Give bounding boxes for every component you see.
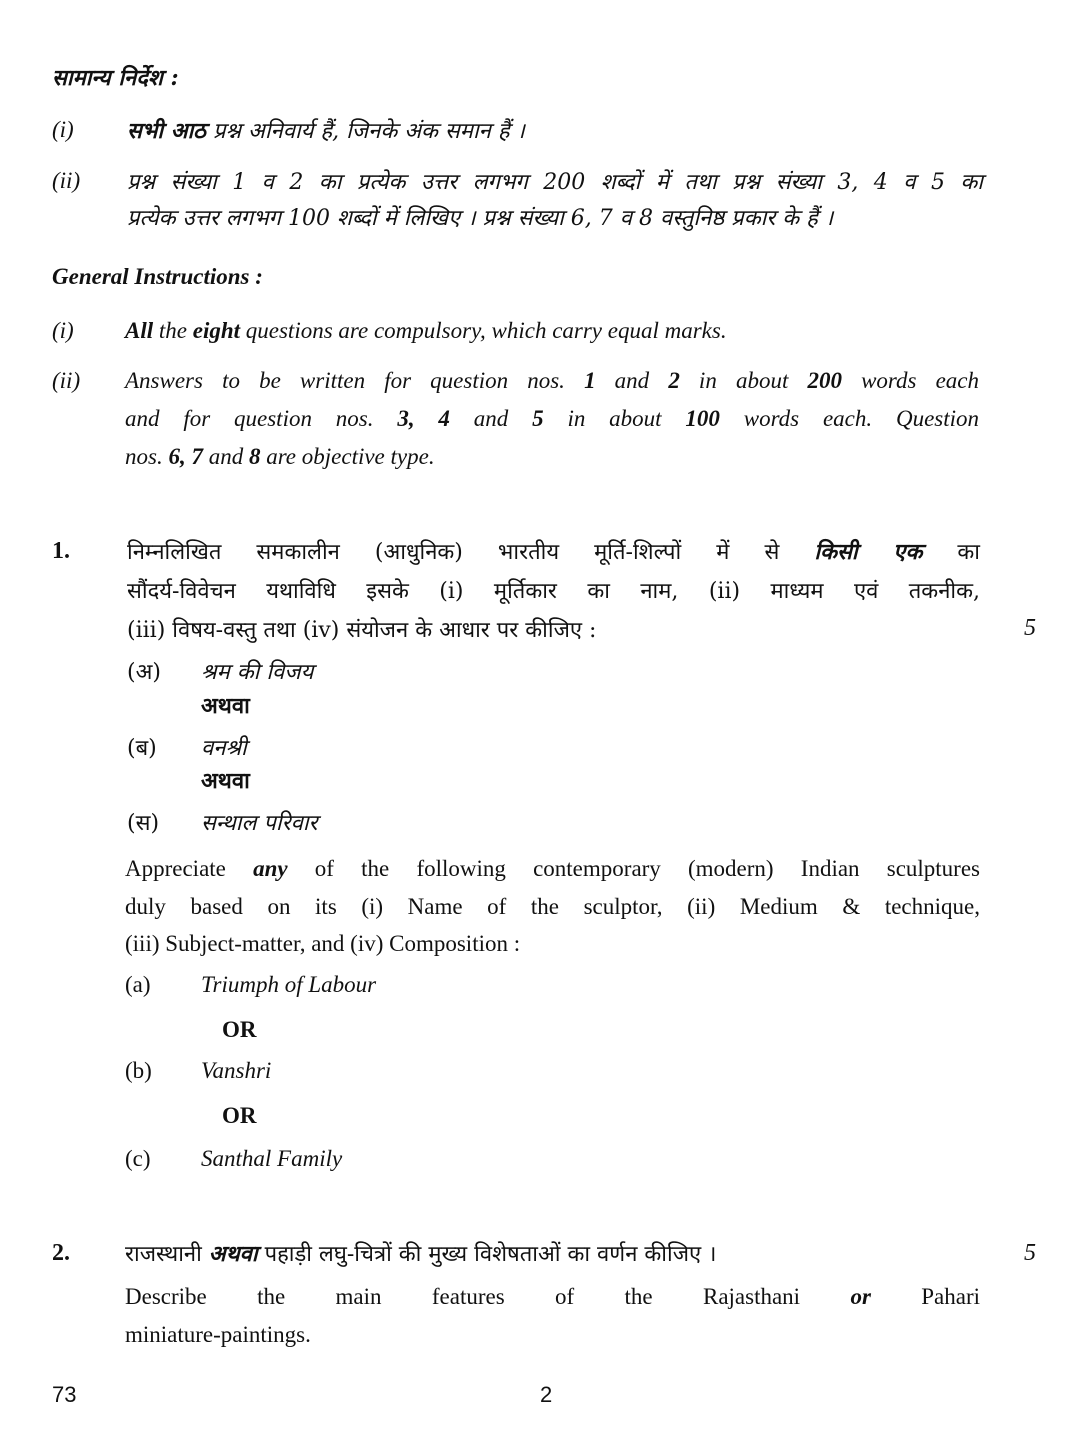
question-1-english-option-text: Triumph of Labour	[201, 972, 377, 997]
t: are objective type.	[260, 444, 435, 469]
t: 200	[807, 368, 842, 393]
question-1-hindi-or: अथवा	[201, 693, 250, 719]
hindi-instruction-ii-line1: प्रश्न संख्या 1 व 2 का प्रत्येक उत्तर लगभग 200 शब्दों में तथा प्रश्न संख्या 3, 4 व 5 का	[127, 170, 983, 195]
question-1-english-option-label: (c)	[125, 1146, 151, 1171]
english-instructions-heading: General Instructions :	[52, 264, 263, 289]
hindi-instruction-i-rest: प्रश्न अनिवार्य हैं, जिनके अंक समान हैं ।	[205, 119, 525, 144]
t: 100	[685, 406, 720, 431]
english-instruction-i-bold-all: All	[125, 318, 154, 343]
t: 8	[248, 444, 261, 469]
t: Answers to be written for question nos.	[125, 368, 585, 393]
hindi-instruction-ii-line2: प्रत्येक उत्तर लगभग 100 शब्दों में लिखिए । प्रश्न संख्या 6, 7 व 8 वस्तुनिष्ठ प्रकार के हैं ।	[127, 206, 834, 231]
question-1-english-option-label: (b)	[125, 1058, 152, 1083]
t: and	[595, 368, 669, 393]
english-instruction-i-text	[125, 318, 727, 344]
t: 5	[532, 406, 544, 431]
english-instruction-ii-line2	[125, 406, 979, 432]
question-1-english-option-text: Vanshri	[201, 1058, 272, 1083]
t: Pahari	[870, 1284, 981, 1309]
hindi-instruction-i-text	[127, 115, 525, 145]
t: किसी एक	[814, 539, 923, 565]
english-instruction-i-part2: questions are compulsory, which carry equal marks.	[240, 318, 727, 343]
question-1-hindi-option-text: सन्थाल परिवार	[201, 811, 318, 836]
t: words each	[841, 368, 980, 393]
question-1-english-option-text: Santhal Family	[201, 1146, 343, 1171]
question-1-hindi-option-label: (ब)	[127, 736, 157, 761]
t: of the following contemporary (modern) Indian sculptures	[287, 856, 981, 881]
t: पहाड़ी लघु-चित्रों की मुख्य विशेषताओं का वर्णन कीजिए ।	[257, 1242, 717, 1267]
t: का	[922, 540, 980, 565]
english-instruction-ii-line1	[125, 368, 979, 394]
hindi-instruction-i-number: (i)	[52, 117, 74, 142]
english-instruction-ii-number: (ii)	[52, 368, 81, 393]
t: Describe the main features of the Rajasthani	[125, 1284, 851, 1309]
t: any	[253, 856, 288, 881]
t: 6, 7	[168, 444, 203, 469]
footer-paper-code: 73	[52, 1382, 77, 1407]
t: nos.	[125, 444, 169, 469]
question-1-english-or: OR	[222, 1017, 257, 1042]
t: and for question nos.	[125, 406, 398, 431]
t: and	[202, 444, 249, 469]
question-1-english-line2: duly based on its (i) Name of the sculptor, (ii) Medium & technique,	[125, 894, 980, 919]
question-1-marks: 5	[1024, 615, 1036, 641]
t: 3, 4	[397, 406, 450, 431]
english-instruction-ii-line3	[125, 444, 435, 470]
t: in about	[543, 406, 686, 431]
english-instruction-i-number: (i)	[52, 318, 74, 343]
question-1-english-option-label: (a)	[125, 972, 151, 997]
question-2-hindi-text	[125, 1238, 717, 1268]
question-1-hindi-line2: सौंदर्य-विवेचन यथाविधि इसके (i) मूर्तिकार का नाम, (ii) माध्यम एवं तकनीक,	[127, 579, 980, 604]
t: 2	[668, 368, 680, 393]
question-1-hindi-line1	[127, 536, 980, 566]
question-1-hindi-line3: (iii) विषय-वस्तु तथा (iv) संयोजन के आधार पर कीजिए :	[127, 618, 597, 643]
t: or	[850, 1284, 871, 1309]
question-1-hindi-option-label: (अ)	[127, 660, 161, 685]
question-1-english-line1	[125, 856, 980, 882]
question-1-number: 1.	[52, 538, 70, 564]
question-1-english-line3: (iii) Subject-matter, and (iv) Composition :	[125, 931, 521, 956]
t: अथवा	[208, 1241, 258, 1267]
hindi-instruction-ii-number: (ii)	[52, 168, 81, 193]
question-1-hindi-option-text: वनश्री	[201, 736, 247, 761]
question-1-english-or: OR	[222, 1103, 257, 1128]
hindi-instruction-i-bold: सभी आठ	[127, 118, 206, 144]
t: and	[449, 406, 533, 431]
t: words each. Question	[719, 406, 980, 431]
question-2-english-line2: miniature-paintings.	[125, 1322, 311, 1347]
question-1-hindi-or: अथवा	[201, 768, 250, 794]
english-instruction-i-bold-eight: eight	[192, 318, 241, 343]
english-instruction-i-part: the	[153, 318, 193, 343]
t: 1	[584, 368, 596, 393]
t: निम्नलिखित समकालीन (आधुनिक) भारतीय मूर्ति-शिल्पों में से	[127, 540, 815, 565]
t: राजस्थानी	[125, 1242, 209, 1267]
question-2-number: 2.	[52, 1240, 70, 1266]
question-2-english-line1	[125, 1284, 980, 1310]
t: Appreciate	[125, 856, 254, 881]
question-2-marks: 5	[1024, 1240, 1036, 1266]
footer-page-number: 2	[540, 1382, 553, 1407]
hindi-instructions-heading: सामान्य निर्देश :	[52, 65, 179, 91]
t: in about	[679, 368, 808, 393]
question-1-hindi-option-text: श्रम की विजय	[201, 660, 314, 685]
question-1-hindi-option-label: (स)	[127, 811, 160, 836]
